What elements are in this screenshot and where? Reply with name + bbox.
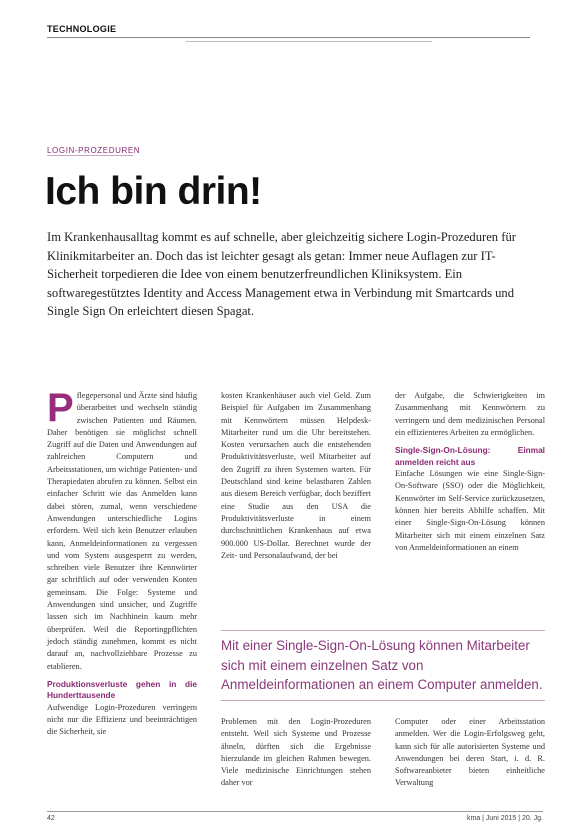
page-number: 42 — [47, 815, 55, 822]
column-3-text: der Aufgabe, die Schwierigkeiten im Zusammenhang mit Kennwörtern zu verringern und dem medizinischen Personal ein effizienteres Arbeiten zu ermöglichen. — [395, 391, 545, 437]
column-3-text-2: Einfache Lösungen wie eine Single-Sign-On-Software (SSO) oder die Möglichkeit, Kennwörter im Self-Service zurückzusetzen, können hier bereits Abhilfe schaffen. Mit einer Single-Sign-On-Lösung können Mitarbeiter sich mit einem einzelnen Satz von Anmeldeinformationen an einem — [395, 469, 545, 552]
article-column-3 — [395, 390, 545, 554]
header-rule — [47, 37, 530, 38]
pullquote-bottom-rule — [221, 700, 545, 701]
category-underline — [47, 155, 133, 156]
column-2-text: kosten Krankenhäuser auch viel Geld. Zum Beispiel für Aufgaben im Zusammenhang mit Kennwörtern müssen Helpdesk-Mitarbeiter rund um die Uhr bereitstehen. Kosten verursachen auch die entstehenden Produktivitätsverluste, weil Mitarbeiter auf den Zugriff zu ihren Systemen warten. Für Deutschland sind keine belastbaren Zahlen aus diesem Bereich verfügbar, doch beziffert eine Studie aus den USA die Produktivitätsverluste in einem durchschnittlichen Krankenhaus auf etwa 900.000 US-Dollar. Berechnet wurde der Zeit- und Personalaufwand, der bei — [221, 391, 371, 560]
magazine-issue: kma | Juni 2015 | 20. Jg. — [466, 815, 543, 822]
column-2-bottom-text: Problemen mit den Login-Prozeduren entsteht. Weil sich Systeme und Prozesse ähneln, dürften sich die Ergebnisse hierzulande im gleichen Rahmen bewegen. Viele medizinische Einrichtungen stehen daher vor — [221, 717, 371, 788]
section-label: TECHNOLOGIE — [47, 24, 117, 34]
drop-cap: P — [47, 386, 74, 430]
column-1-text-2: Aufwendige Login-Prozeduren verringern nicht nur die Effizienz und beeinträchtigen die Sicherheit, sie — [47, 702, 197, 737]
pullquote-top-rule — [221, 630, 545, 631]
article-column-1 — [47, 386, 198, 739]
column-3-subhead: Single-Sign-On-Lösung: Einmal anmelden reicht aus — [395, 445, 545, 467]
column-3-bottom-text: Computer oder einer Arbeitsstation anmelden. Wer die Login-Erfolgsweg geht, kann sich für alle autorisierten Systeme und Anwendungen bei deren Start, i. d. R. Softwareanbieter bieten einheitliche Verwaltung — [395, 717, 545, 788]
article-column-2 — [221, 390, 371, 562]
column-1-subhead: Produktionsverluste gehen in die Hunderttausende — [47, 678, 197, 701]
article-lead: Im Krankenhausalltag kommt es auf schnelle, aber gleichzeitig sichere Login-Prozeduren für Klinikmitarbeiter an. Doch das ist leichter gesagt als getan: Immer neue Auflagen zur IT-Sicherheit torpedieren die Idee von einem benutzerfreundlichen Kliniksystem. Ein softwaregestütztes Identity and Access Management etwa in Verbindung mit Smartcards und Single Sign On erleichtert diesen Spagat. — [47, 230, 516, 319]
header-rule-secondary — [186, 41, 432, 42]
pullquote: Mit einer Single-Sign-On-Lösung können Mitarbeiter sich mit einem einzelnen Satz von Anmeldeinformationen an einem Computer anmelden. — [221, 638, 543, 693]
article-category: LOGIN-PROZEDUREN — [47, 146, 141, 155]
footer-rule — [47, 811, 543, 812]
column-1-text: flegepersonal und Ärzte sind häufig überarbeitet und wechseln ständig zwischen Patienten und Räumen. Daher benötigen sie möglichst schnell Zugriff auf die Daten und Anwendungen auf zahlreichen Computern und Arbeitsstationen, um wichtige Patienten- und Therapiedaten abrufen zu können. Selbst ein einfacher Schritt wie das Anmelden kann dabei stören, zumal, wenn verschiedene Anwendungen unterschiedliche Logins erfordern. Weil sich kein Benutzer erlauben kann, Anmeldeinformationen zu vergessen und vom System ausgesperrt zu werden, schreiben viele Benutzer ihre Kennwörter gar schriftlich auf oder verwenden Konten gemeinsam. Die Folge: Systeme und Anwendungen sind unsicher, und Zugriffe lassen sich im Nachhinein kaum mehr überprüfen. Weil die Reportingpflichten jedoch ständig zunehmen, kommt es nicht darauf an, nachvollziehbare Prozesse zu etablieren. — [47, 391, 198, 671]
article-title: Ich bin drin! — [45, 170, 262, 213]
